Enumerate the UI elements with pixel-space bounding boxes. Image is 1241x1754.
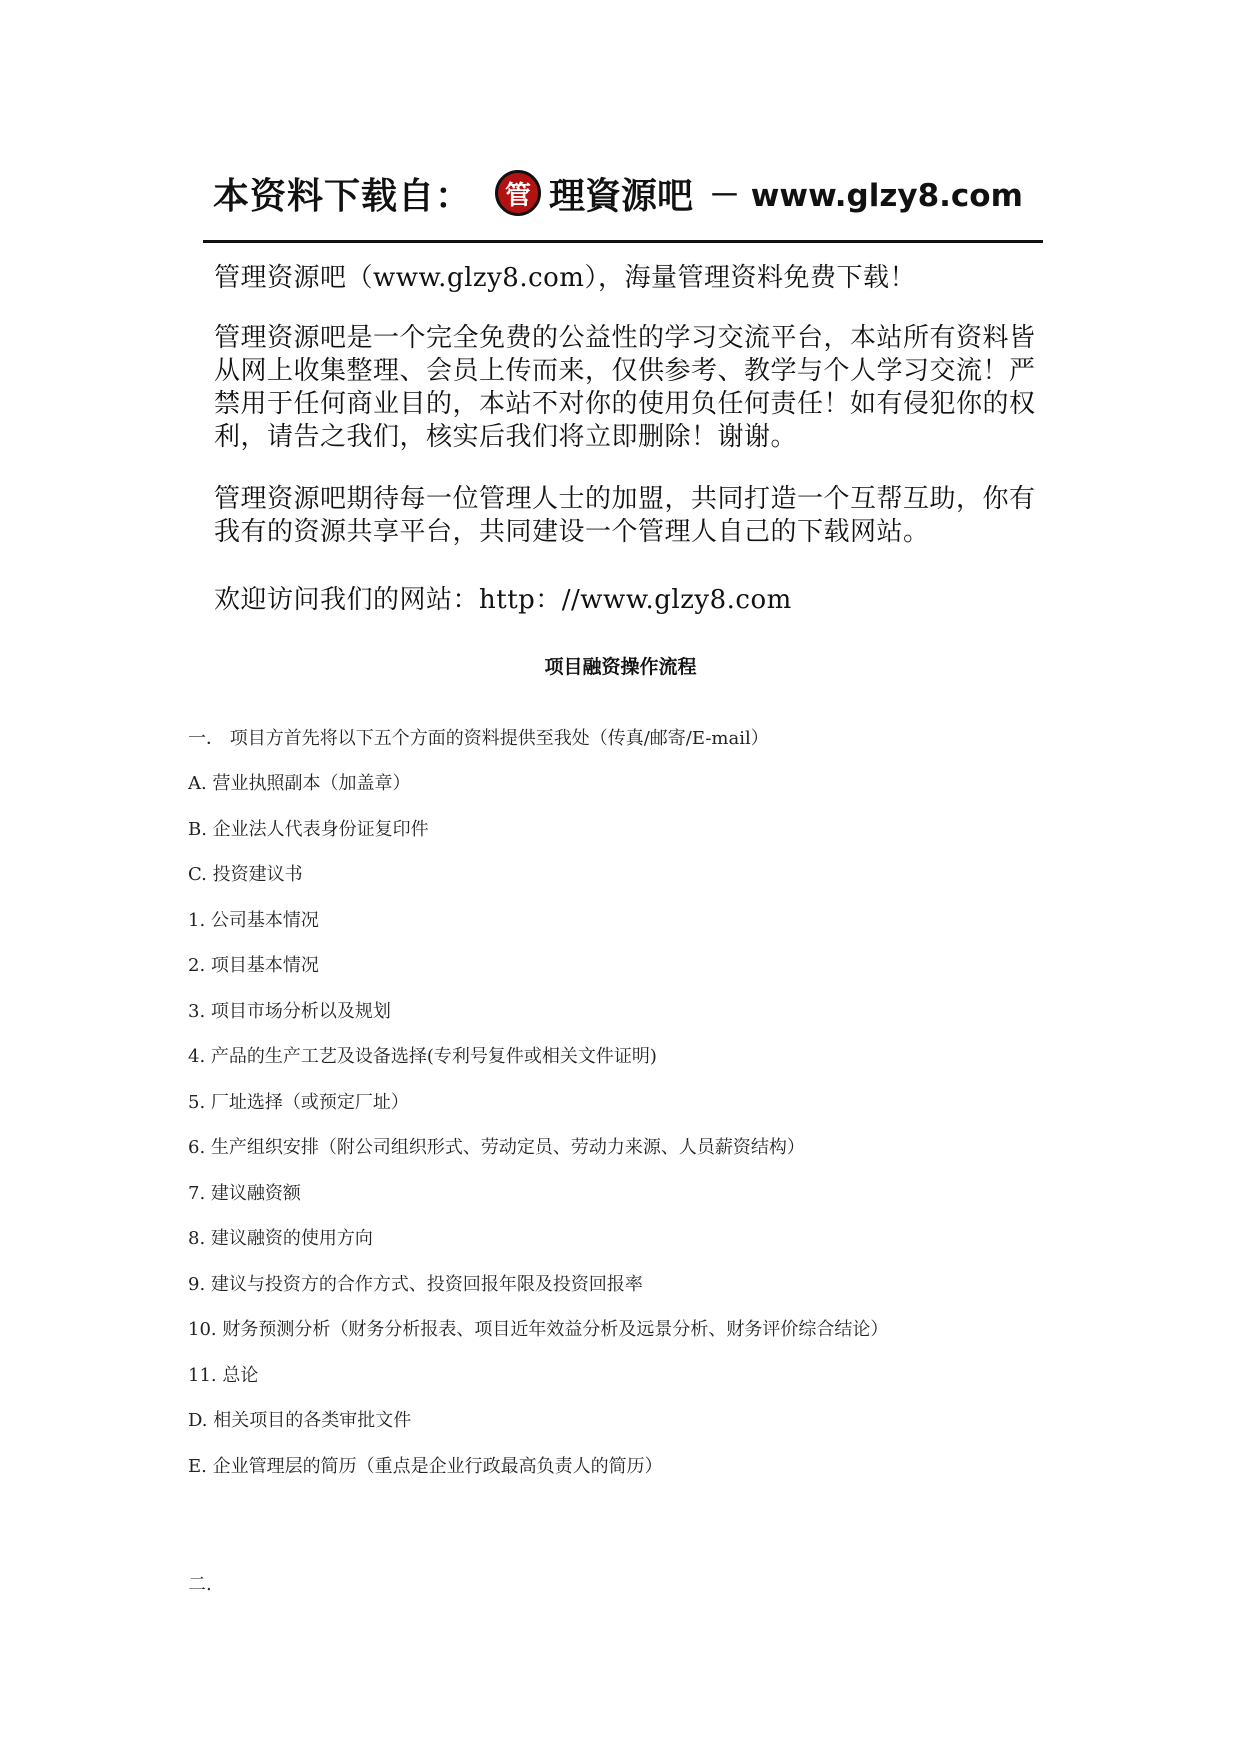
download-banner — [203, 158, 1043, 228]
list-item: 10. 财务预测分析（财务分析报表、项目近年效益分析及远景分析、财务评价综合结论） — [188, 1319, 889, 1340]
section-heading-2: 二. — [188, 1574, 212, 1595]
list-item: 9. 建议与投资方的合作方式、投资回报年限及投资回报率 — [188, 1274, 643, 1295]
list-item: D. 相关项目的各类审批文件 — [188, 1410, 412, 1431]
list-item: 4. 产品的生产工艺及设备选择(专利号复件或相关文件证明) — [188, 1046, 657, 1067]
list-item: 6. 生产组织安排（附公司组织形式、劳动定员、劳动力来源、人员薪资结构） — [188, 1137, 805, 1158]
list-item: 7. 建议融资额 — [188, 1183, 301, 1204]
list-item: 一． 项目方首先将以下五个方面的资料提供至我处（传真/邮寄/E-mail） — [188, 728, 769, 749]
list-item: 2. 项目基本情况 — [188, 955, 319, 976]
list-item: 5. 厂址选择（或预定厂址） — [188, 1092, 409, 1113]
notice-line-1: 管理资源吧（www.glzy8.com），海量管理资料免费下载！ — [214, 263, 916, 293]
logo-icon — [495, 170, 541, 216]
list-item: 11. 总论 — [188, 1365, 259, 1386]
logo-char: 管 — [504, 180, 531, 211]
list-item: 3. 项目市场分析以及规划 — [188, 1001, 391, 1022]
list-item: 8. 建议融资的使用方向 — [188, 1228, 373, 1249]
banner-site-name: 理資源吧 — [549, 176, 694, 217]
banner-divider — [203, 240, 1043, 243]
banner-prefix: 本资料下载自： — [213, 176, 473, 217]
notice-paragraph-2: 管理资源吧是一个完全免费的公益性的学习交流平台，本站所有资料皆从网上收集整理、会员上传而来，仅供参考、教学与个人学习交流！严禁用于任何商业目的，本站不对你的使用负任何责任！如有侵犯你的权利，请告之我们，核实后我们将立即删除！谢谢。 — [214, 323, 1036, 452]
banner-url: － www.glzy8.com — [709, 178, 1023, 214]
list-item: E. 企业管理层的简历（重点是企业行政最高负责人的简历） — [188, 1456, 663, 1477]
list-item: 1. 公司基本情况 — [188, 910, 319, 931]
notice-paragraph-3: 管理资源吧期待每一位管理人士的加盟，共同打造一个互帮互助，你有我有的资源共享平台，共同建设一个管理人自己的下载网站。 — [214, 484, 1036, 547]
list-item: C. 投资建议书 — [188, 864, 303, 885]
list-item: A. 营业执照副本（加盖章） — [188, 773, 411, 794]
notice-paragraph-4: 欢迎访问我们的网站：http：//www.glzy8.com — [214, 585, 792, 615]
list-item: B. 企业法人代表身份证复印件 — [188, 819, 429, 840]
document-title: 项目融资操作流程 — [544, 656, 697, 678]
